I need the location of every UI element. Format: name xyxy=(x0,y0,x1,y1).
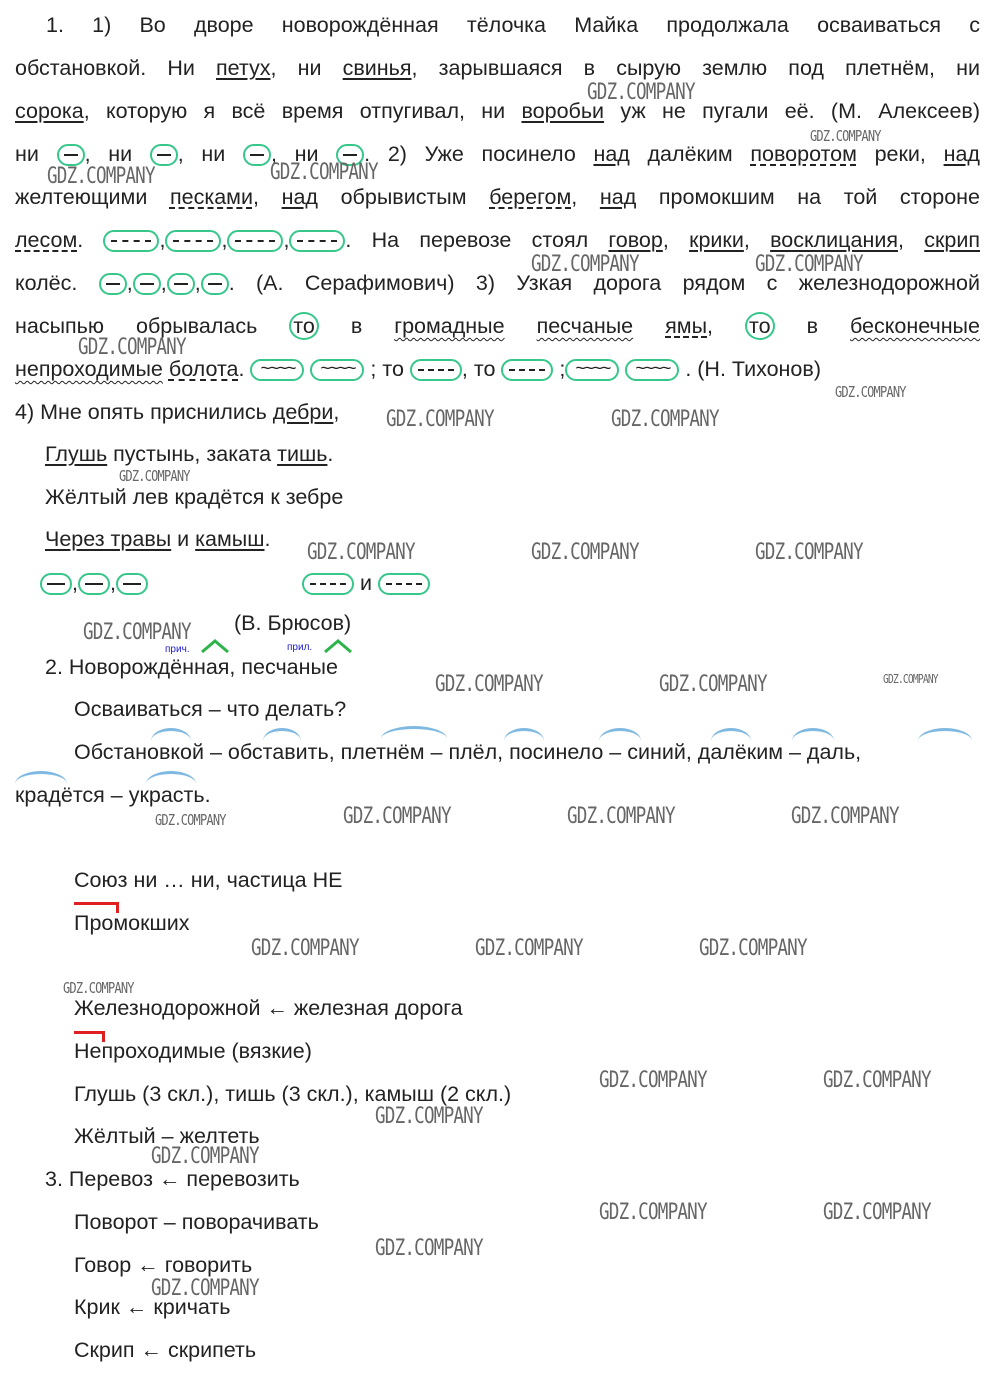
subject-word: скрип xyxy=(924,228,980,252)
scheme-symbol xyxy=(227,230,283,252)
text: . xyxy=(327,442,334,466)
task3-heading: 3. Перевоз ← перевозить xyxy=(45,1167,300,1191)
text: . xyxy=(238,357,251,381)
text: обстановкой. Ни xyxy=(15,56,216,80)
watermark: GDZ.COMPANY xyxy=(155,811,226,829)
watermark: GDZ.COMPANY xyxy=(791,804,899,829)
watermark: GDZ.COMPANY xyxy=(699,936,807,961)
text: , xyxy=(897,228,925,252)
watermark: GDZ.COMPANY xyxy=(151,1144,259,1169)
text: , xyxy=(707,314,745,338)
watermark: GDZ.COMPANY xyxy=(435,672,543,697)
watermark: GDZ.COMPANY xyxy=(835,383,906,401)
text xyxy=(505,314,537,338)
text: , xyxy=(662,228,690,252)
scheme-symbol xyxy=(410,359,462,381)
text-line: Жёлтый – желтеть xyxy=(74,1124,260,1148)
text: , то xyxy=(461,357,502,381)
scheme-symbol xyxy=(167,273,195,295)
text: и xyxy=(171,527,196,551)
subject-word: говор xyxy=(608,228,663,252)
prich-label: прич. xyxy=(165,644,190,655)
text-line: Говор ← говорить xyxy=(74,1253,253,1277)
underlined-word: песками xyxy=(169,185,253,209)
text: , ни xyxy=(270,56,343,80)
text: насыпью обрывалась xyxy=(15,314,290,338)
underlined-word: над xyxy=(281,185,318,209)
text: , xyxy=(126,271,133,295)
watermark: GDZ.COMPANY xyxy=(119,467,190,485)
watermark: GDZ.COMPANY xyxy=(587,80,695,105)
text: (В. Брюсов) xyxy=(234,611,352,635)
watermark: GDZ.COMPANY xyxy=(270,160,378,185)
subject-word: петух xyxy=(216,56,271,80)
underlined-word: лесом xyxy=(15,228,78,252)
watermark: GDZ.COMPANY xyxy=(755,252,863,277)
watermark: GDZ.COMPANY xyxy=(343,804,451,829)
watermark: GDZ.COMPANY xyxy=(755,540,863,565)
text: промокшим на той стороне xyxy=(636,185,980,209)
watermark: GDZ.COMPANY xyxy=(823,1200,931,1225)
watermark: GDZ.COMPANY xyxy=(659,672,767,697)
text-line xyxy=(15,184,980,210)
text: , зарывшаяся в сырую землю под плетнём, ни xyxy=(411,56,980,80)
text: , xyxy=(333,400,340,424)
subject-word: воробьи xyxy=(521,99,605,123)
text: . 2) Уже посинело xyxy=(364,142,594,166)
text: обрывистым xyxy=(317,185,490,209)
text-line: Железнодорожной ← железная дорога xyxy=(74,996,463,1020)
text: , ни xyxy=(177,142,243,166)
text: , xyxy=(252,185,282,209)
wavy-word: громадные xyxy=(394,314,505,338)
text-line: Непроходимые (вязкие) xyxy=(74,1039,312,1063)
text: , xyxy=(159,228,166,252)
scheme-symbol xyxy=(250,359,304,381)
subject-word: дебри xyxy=(272,400,334,424)
underlined-word: поворотом xyxy=(750,142,857,166)
watermark: GDZ.COMPANY xyxy=(531,252,639,277)
watermark: GDZ.COMPANY xyxy=(78,335,186,360)
underlined-word: ямы xyxy=(665,314,708,338)
watermark: GDZ.COMPANY xyxy=(375,1104,483,1129)
subject-word: восклицания xyxy=(770,228,898,252)
scheme-symbol xyxy=(565,359,619,381)
text-line: Промокших xyxy=(74,911,190,935)
watermark: GDZ.COMPANY xyxy=(375,1236,483,1261)
text: , xyxy=(72,571,78,595)
text: в xyxy=(774,314,850,338)
watermark: GDZ.COMPANY xyxy=(567,804,675,829)
watermark: GDZ.COMPANY xyxy=(386,407,494,432)
text: Жёлтый лев крадётся к зебре xyxy=(45,485,344,509)
scheme-symbol xyxy=(289,230,345,252)
watermark: GDZ.COMPANY xyxy=(475,936,583,961)
caret-mark xyxy=(323,638,353,654)
watermark: GDZ.COMPANY xyxy=(307,540,415,565)
scheme-symbol xyxy=(625,359,679,381)
task2-heading: 2. Новорождённая, песчаные xyxy=(45,655,338,679)
root-arc xyxy=(381,726,447,739)
scheme-symbol xyxy=(78,573,110,595)
text-line: Осваиваться – что делать? xyxy=(74,697,347,721)
underlined-word: над xyxy=(599,185,637,209)
wavy-word: бесконечные xyxy=(849,314,980,338)
wavy-word: непроходимые xyxy=(15,357,163,381)
watermark: GDZ.COMPANY xyxy=(63,979,134,997)
watermark: GDZ.COMPANY xyxy=(251,936,359,961)
text-line xyxy=(45,484,343,510)
scheme-symbol xyxy=(243,144,271,166)
text: реки, xyxy=(856,142,944,166)
circled-conjunction: то xyxy=(745,312,775,340)
subject-word: тишь xyxy=(277,442,328,466)
subject-word: сорока xyxy=(15,99,84,123)
scheme-symbol xyxy=(501,359,553,381)
text: и xyxy=(354,571,378,595)
text-line xyxy=(46,12,980,38)
text-line: Глушь (3 скл.), тишь (3 скл.), камыш (2 скл.) xyxy=(74,1082,512,1106)
text: ни xyxy=(15,142,57,166)
text: колёс. xyxy=(15,271,99,295)
text: ; xyxy=(553,357,566,381)
text: . xyxy=(264,527,271,551)
scheme-symbol xyxy=(302,573,354,595)
text: , которую я всё время отпугивал, ни xyxy=(83,99,522,123)
underlined-word: болота xyxy=(168,357,239,381)
circled-conjunction: то xyxy=(289,312,319,340)
text: , ни xyxy=(84,142,150,166)
text-line: Союз ни … ни, частица НЕ xyxy=(74,868,343,892)
underlined-word: Через травы xyxy=(45,527,172,551)
text: желтеющими xyxy=(15,185,170,209)
root-arc xyxy=(918,728,972,741)
text-line: Скрип ← скрипеть xyxy=(74,1338,257,1362)
text-line: крадётся – украсть. xyxy=(15,783,211,807)
caret-mark xyxy=(200,638,230,654)
scheme-symbol xyxy=(310,359,364,381)
watermark: GDZ.COMPANY xyxy=(531,540,639,565)
subject-word: свинья xyxy=(342,56,412,80)
underlined-word: над xyxy=(593,142,630,166)
text-line xyxy=(15,98,980,124)
watermark: GDZ.COMPANY xyxy=(810,127,881,145)
text: . (Н. Тихонов) xyxy=(679,357,821,381)
watermark: GDZ.COMPANY xyxy=(823,1068,931,1093)
watermark: GDZ.COMPANY xyxy=(83,620,191,645)
text-line xyxy=(15,55,980,81)
scheme-symbol xyxy=(201,273,229,295)
text: , ни xyxy=(270,142,337,166)
scheme-symbol xyxy=(116,573,148,595)
text-line: Поворот – поворачивать xyxy=(74,1210,319,1234)
pril-label: прил. xyxy=(287,642,313,653)
text-line: Обстановкой – обставить, плетнём – плёл, посинело – синий, далёким – даль, xyxy=(74,740,862,764)
text: 1. 1) Во дворе новорождённая тёлочка Майка продолжала осваиваться с xyxy=(46,13,980,37)
watermark: GDZ.COMPANY xyxy=(883,672,938,686)
text: 4) Мне опять приснились xyxy=(15,400,273,424)
text: уж не пугали её. (М. Алексеев) xyxy=(604,99,980,123)
watermark: GDZ.COMPANY xyxy=(611,407,719,432)
text: , xyxy=(194,271,201,295)
text: , xyxy=(743,228,771,252)
scheme-symbol xyxy=(103,230,159,252)
wavy-word: песчаные xyxy=(536,314,634,338)
text: , xyxy=(571,185,600,209)
watermark: GDZ.COMPANY xyxy=(151,1276,259,1301)
text: далёким xyxy=(629,142,751,166)
watermark: GDZ.COMPANY xyxy=(47,164,155,189)
scheme-symbol xyxy=(40,573,72,595)
text: . На перевозе стоял xyxy=(345,228,609,252)
underlined-word: камыш xyxy=(195,527,265,551)
subject-word: крики xyxy=(689,228,744,252)
text: ; то xyxy=(364,357,410,381)
text-line xyxy=(15,399,339,425)
text: , xyxy=(160,271,167,295)
text: . xyxy=(77,228,104,252)
watermark: GDZ.COMPANY xyxy=(599,1200,707,1225)
text xyxy=(633,314,665,338)
underlined-word: берегом xyxy=(489,185,572,209)
scheme-symbol xyxy=(165,230,221,252)
text-line xyxy=(15,227,980,253)
text-line: Крик ← кричать xyxy=(74,1295,231,1319)
scheme-symbol xyxy=(133,273,161,295)
author-line xyxy=(234,610,351,636)
text: . (А. Серафимович) 3) Узкая дорога рядом с железнодорожной xyxy=(228,271,980,295)
text-line xyxy=(45,526,270,552)
scheme-line xyxy=(302,570,430,596)
scheme-symbol xyxy=(378,573,430,595)
subject-word: Глушь xyxy=(45,442,108,466)
scheme-symbol xyxy=(99,273,127,295)
text-line xyxy=(45,441,333,467)
scheme-line xyxy=(40,570,148,596)
text: в xyxy=(318,314,395,338)
text: , xyxy=(109,571,116,595)
text: , xyxy=(283,228,290,252)
underlined-word: над xyxy=(943,142,980,166)
text: пустынь, заката xyxy=(107,442,278,466)
watermark: GDZ.COMPANY xyxy=(599,1068,707,1093)
text: , xyxy=(221,228,228,252)
